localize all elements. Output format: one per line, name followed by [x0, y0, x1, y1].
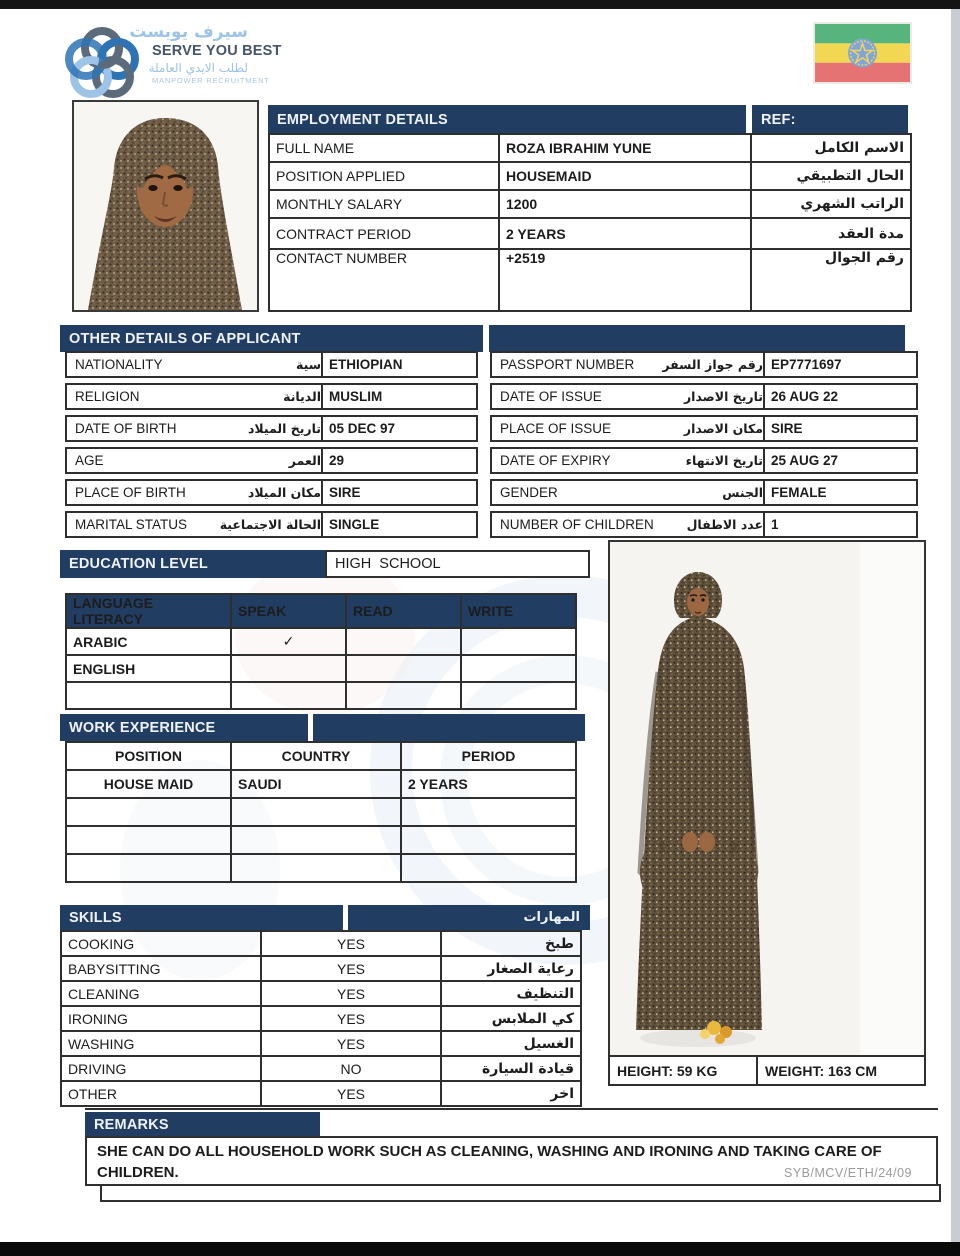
- skill-value: YES: [261, 1031, 441, 1056]
- speak-check: [231, 682, 346, 709]
- header-gap: [343, 905, 348, 930]
- write-check: [461, 682, 576, 709]
- skill-label-arabic: اخر: [441, 1081, 581, 1106]
- table-row: [61, 1031, 581, 1056]
- skills-header: [60, 905, 590, 930]
- field-value: FEMALE: [771, 485, 827, 500]
- skill-value: YES: [261, 956, 441, 981]
- logo-name: SERVE YOU BEST: [152, 43, 282, 59]
- field-label: DATE OF EXPIRY: [500, 453, 611, 468]
- table-row: [66, 655, 576, 682]
- work-experience-header: [60, 714, 585, 741]
- detail-row-place-of-birth: [65, 479, 478, 506]
- table-header-row: [66, 742, 576, 770]
- table-header-row: [66, 594, 576, 628]
- field-label-arabic: رقم جواز السفر: [662, 357, 763, 372]
- logo-arabic-tagline: لطلب الايدي العاملة: [148, 61, 248, 75]
- table-row: [61, 931, 581, 956]
- field-label-arabic: رقم الجوال: [751, 249, 911, 311]
- field-label-arabic: مدة العقد: [751, 218, 911, 249]
- skills-table: [60, 930, 582, 1107]
- logo-arabic-name: سيرف يوبست: [129, 22, 248, 42]
- detail-row-gender: [490, 479, 918, 506]
- document-code: SYB/MCV/ETH/24/09: [784, 1166, 912, 1180]
- field-label: RELIGION: [75, 389, 140, 404]
- table-row: [66, 854, 576, 882]
- remarks-top-rule: [85, 1108, 938, 1110]
- country-value: SAUDI: [231, 770, 401, 798]
- remarks-header: [85, 1112, 320, 1138]
- remarks-title: REMARKS: [94, 1117, 169, 1133]
- education-level-header: [60, 550, 325, 578]
- position-value: HOUSE MAID: [66, 770, 231, 798]
- other-details-title: OTHER DETAILS OF APPLICANT: [69, 330, 301, 347]
- remarks-empty-row: [100, 1184, 941, 1202]
- field-value: ETHIOPIAN: [329, 357, 403, 372]
- field-label-arabic: الجنس: [722, 485, 763, 500]
- write-check: [461, 655, 576, 682]
- skill-value: NO: [261, 1056, 441, 1081]
- table-row: [66, 770, 576, 798]
- skill-label-arabic: رعاية الصغار: [441, 956, 581, 981]
- column-header: READ: [346, 594, 461, 628]
- scan-edge-bottom: [0, 1242, 960, 1256]
- field-label: PLACE OF BIRTH: [75, 485, 186, 500]
- field-value: 26 AUG 22: [771, 389, 839, 404]
- applicant-fullbody-photo: [608, 540, 926, 1057]
- field-label: AGE: [75, 453, 104, 468]
- skill-value: YES: [261, 1081, 441, 1106]
- country-value: [231, 826, 401, 854]
- skill-label-arabic: قيادة السيارة: [441, 1056, 581, 1081]
- period-value: [401, 826, 576, 854]
- field-label: CONTACT NUMBER: [269, 249, 499, 311]
- column-header: PERIOD: [401, 742, 576, 770]
- detail-row-marital-status: [65, 511, 478, 538]
- employment-details-header: [268, 105, 746, 135]
- ref-label: REF:: [761, 112, 796, 128]
- field-label-arabic: تاريخ الاصدار: [683, 389, 763, 404]
- detail-row-religion: [65, 383, 478, 410]
- field-value: MUSLIM: [329, 389, 383, 404]
- detail-row-nationality: [65, 351, 478, 378]
- country-value: [231, 854, 401, 882]
- table-row: [66, 826, 576, 854]
- table-row: [61, 1056, 581, 1081]
- employment-details-title: EMPLOYMENT DETAILS: [277, 112, 448, 128]
- skill-label-arabic: التنظيف: [441, 981, 581, 1006]
- speak-check: ✓: [231, 628, 346, 655]
- agency-logo-text: [129, 22, 282, 86]
- field-value: SIRE: [329, 485, 361, 500]
- period-value: 2 YEARS: [401, 770, 576, 798]
- height-field: HEIGHT: 59 KG: [608, 1055, 758, 1086]
- skill-label: COOKING: [61, 931, 261, 956]
- language-name: ARABIC: [66, 628, 231, 655]
- field-label-arabic: تاريخ الميلاد: [247, 421, 321, 436]
- language-name: [66, 682, 231, 709]
- country-value: [231, 798, 401, 826]
- field-label-arabic: مكان الميلاد: [247, 485, 321, 500]
- field-label: NATIONALITY: [75, 357, 163, 372]
- column-header: WRITE: [461, 594, 576, 628]
- header-gap: [483, 325, 489, 352]
- table-row: [61, 956, 581, 981]
- position-value: [66, 826, 231, 854]
- field-value: EP7771697: [771, 357, 842, 372]
- position-value: [66, 798, 231, 826]
- employment-table: [268, 133, 912, 312]
- skills-title: SKILLS: [69, 909, 122, 926]
- read-check: [346, 655, 461, 682]
- field-label-arabic: الحالة الاجتماعية: [219, 517, 321, 532]
- logo-tagline: MANPOWER RECRUITMENT: [152, 76, 270, 85]
- field-label-arabic: العمر: [288, 453, 321, 468]
- field-label-arabic: الديانة: [283, 389, 321, 404]
- field-value: ROZA IBRAHIM YUNE: [499, 134, 751, 162]
- ethiopia-flag: [815, 24, 910, 82]
- field-label-arabic: الحال التطبيقي: [751, 162, 911, 190]
- field-label: NUMBER OF CHILDREN: [500, 517, 654, 532]
- table-row: [66, 682, 576, 709]
- column-header: SPEAK: [231, 594, 346, 628]
- speak-check: [231, 655, 346, 682]
- period-value: [401, 798, 576, 826]
- skill-value: YES: [261, 931, 441, 956]
- language-literacy-table: [65, 593, 577, 710]
- column-header: COUNTRY: [231, 742, 401, 770]
- education-level-value: HIGH SCHOOL: [325, 550, 590, 578]
- read-check: [346, 628, 461, 655]
- field-label: DATE OF BIRTH: [75, 421, 177, 436]
- ref-header: [752, 105, 908, 135]
- field-label: PLACE OF ISSUE: [500, 421, 612, 436]
- skill-value: YES: [261, 981, 441, 1006]
- skill-label-arabic: كي الملابس: [441, 1006, 581, 1031]
- field-label-arabic: مكان الاصدار: [683, 421, 763, 436]
- table-row: [61, 1081, 581, 1106]
- skill-label-arabic: طبخ: [441, 931, 581, 956]
- table-row: [61, 981, 581, 1006]
- skill-label: CLEANING: [61, 981, 261, 1006]
- field-label: DATE OF ISSUE: [500, 389, 602, 404]
- table-row: [269, 134, 911, 162]
- skill-label: DRIVING: [61, 1056, 261, 1081]
- detail-row-number-of-children: [490, 511, 918, 538]
- field-label: MARITAL STATUS: [75, 517, 188, 532]
- field-value: +2519: [499, 249, 751, 311]
- table-row: [269, 162, 911, 190]
- field-label: CONTRACT PERIOD: [269, 218, 499, 249]
- skill-label: BABYSITTING: [61, 956, 261, 981]
- detail-row-date-of-issue: [490, 383, 918, 410]
- field-value: 1200: [499, 190, 751, 218]
- field-value: SINGLE: [329, 517, 380, 532]
- read-check: [346, 682, 461, 709]
- education-level-label: EDUCATION LEVEL: [69, 556, 208, 572]
- skill-label: IRONING: [61, 1006, 261, 1031]
- table-row: [66, 628, 576, 655]
- period-value: [401, 854, 576, 882]
- column-header: LANGUAGE LITERACY: [66, 594, 231, 628]
- field-value: 29: [329, 453, 345, 468]
- field-label: POSITION APPLIED: [269, 162, 499, 190]
- field-label-arabic: الاسم الكامل: [751, 134, 911, 162]
- field-label: MONTHLY SALARY: [269, 190, 499, 218]
- skills-title-arabic: المهارات: [523, 910, 580, 925]
- field-value: 2 YEARS: [499, 218, 751, 249]
- table-row: [66, 798, 576, 826]
- position-value: [66, 854, 231, 882]
- work-experience-title: WORK EXPERIENCE: [69, 719, 216, 736]
- field-label-arabic: الراتب الشهري: [751, 190, 911, 218]
- write-check: [461, 628, 576, 655]
- applicant-portrait-photo: [72, 100, 259, 312]
- field-value: SIRE: [771, 421, 803, 436]
- field-value: HOUSEMAID: [499, 162, 751, 190]
- field-value: 25 AUG 27: [771, 453, 839, 468]
- header-gap: [308, 714, 313, 741]
- field-value: 05 DEC 97: [329, 421, 396, 436]
- table-row: [61, 1006, 581, 1031]
- weight-field: WEIGHT: 163 CM: [756, 1055, 926, 1086]
- detail-row-date-of-expiry: [490, 447, 918, 474]
- field-label: FULL NAME: [269, 134, 499, 162]
- detail-row-place-of-issue: [490, 415, 918, 442]
- scan-edge-right: [951, 9, 960, 1242]
- skill-label: OTHER: [61, 1081, 261, 1106]
- skill-label-arabic: الغسيل: [441, 1031, 581, 1056]
- field-label: GENDER: [500, 485, 558, 500]
- field-value: 1: [771, 517, 779, 532]
- field-label-arabic: عدد الاطفال: [686, 517, 763, 532]
- remarks-text: SHE CAN DO ALL HOUSEHOLD WORK SUCH AS CLEANING, WASHING AND IRONING AND TAKING CARE OF CHILDREN.: [97, 1143, 882, 1181]
- detail-row-passport-number: [490, 351, 918, 378]
- field-label-arabic: سية: [296, 357, 321, 372]
- work-experience-table: [65, 741, 577, 883]
- table-row: [269, 218, 911, 249]
- detail-row-age: [65, 447, 478, 474]
- field-label-arabic: تاريخ الانتهاء: [685, 453, 763, 468]
- detail-row-date-of-birth: [65, 415, 478, 442]
- language-name: ENGLISH: [66, 655, 231, 682]
- field-label: PASSPORT NUMBER: [500, 357, 635, 372]
- scan-edge-top: [0, 0, 960, 9]
- skill-value: YES: [261, 1006, 441, 1031]
- skill-label: WASHING: [61, 1031, 261, 1056]
- column-header: POSITION: [66, 742, 231, 770]
- table-row: [269, 190, 911, 218]
- table-row: [269, 249, 911, 311]
